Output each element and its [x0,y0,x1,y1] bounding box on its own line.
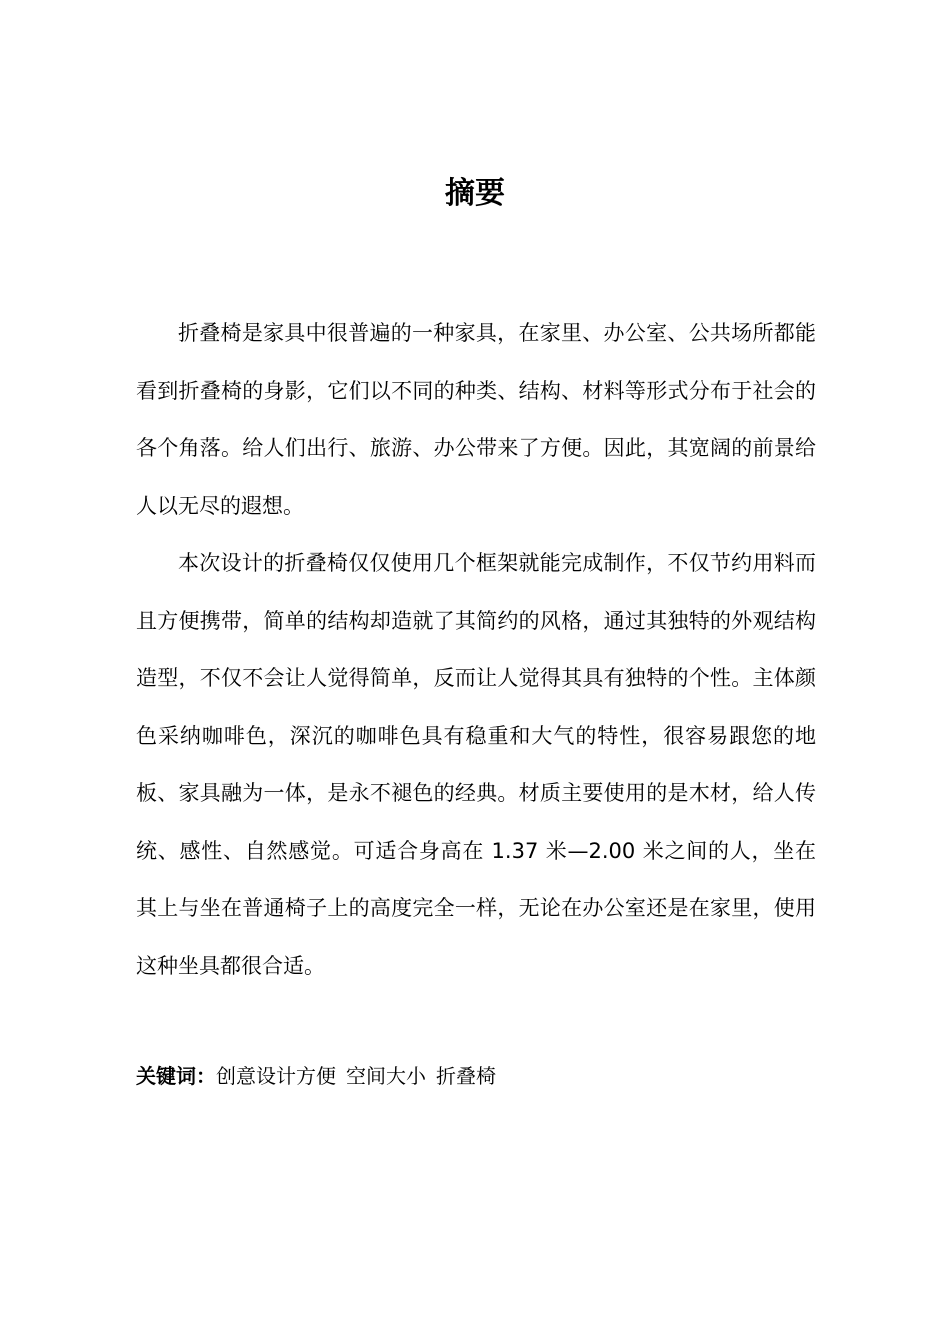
page-title: 摘要 [445,176,505,211]
keywords-line [136,1059,496,1093]
keyword-item: 空间大小 [346,1064,426,1088]
keyword-item: 折叠椅 [436,1064,496,1088]
abstract-body [136,305,816,995]
abstract-paragraph-2: 本次设计的折叠椅仅仅使用几个框架就能完成制作，不仅节约用料而且方便携带，简单的结构却造就了其简约的风格，通过其独特的外观结构造型，不仅不会让人觉得简单，反而让人觉得其具有独特的个性。主体颜色采纳咖啡色，深沉的咖啡色具有稳重和大气的特性，很容易跟您的地板、家具融为一体，是永不褪色的经典。材质主要使用的是木材，给人传统、感性、自然感觉。可适合身高在 1.37 米—2.00 米之间的人，坐在其上与坐在普通椅子上的高度完全一样，无论在办公室还是在家里，使用这种坐具都很合适。 [136,551,816,978]
abstract-paragraph-1: 折叠椅是家具中很普遍的一种家具，在家里、办公室、公共场所都能看到折叠椅的身影，它们以不同的种类、结构、材料等形式分布于社会的各个角落。给人们出行、旅游、办公带来了方便。因此，其宽阔的前景给人以无尽的遐想。 [136,321,816,518]
keyword-item: 创意设计方便 [216,1064,336,1088]
keywords-label: 关键词： [136,1064,216,1088]
